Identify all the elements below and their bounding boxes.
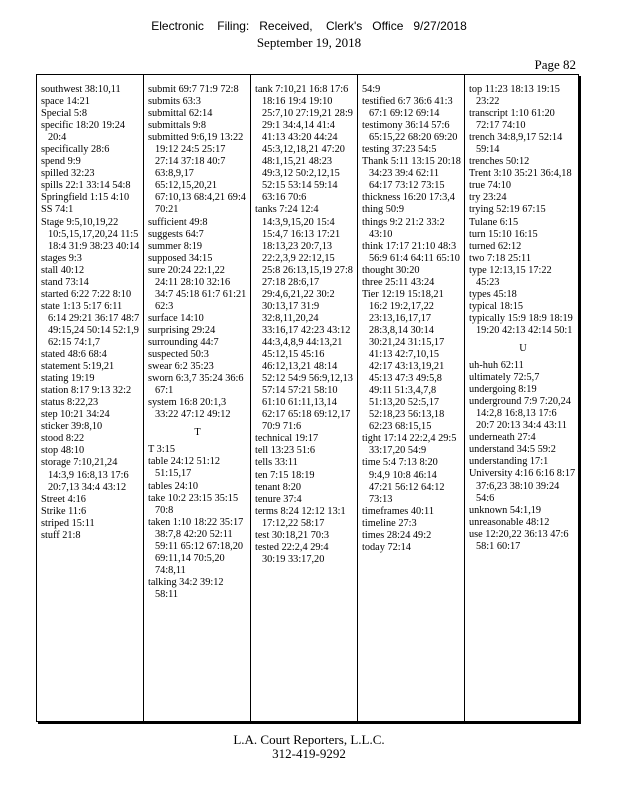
index-entry: tables 24:10: [148, 480, 199, 492]
index-entry: summer 8:19: [148, 240, 203, 252]
index-entry: University 4:16 6:16 8:17 37:6,23 38:10 39:24 54:6: [469, 468, 576, 504]
section-letter: U: [519, 342, 527, 354]
index-entry: ten 7:15 18:19: [255, 469, 315, 481]
index-entry: timeline 27:3: [362, 517, 417, 529]
index-entry: tenant 8:20: [255, 481, 302, 493]
index-entry: stages 9:3: [41, 252, 82, 264]
index-entry: started 6:22 7:22 8:10: [41, 288, 132, 300]
index-entry: testified 6:7 36:6 41:3 67:1 69:12 69:14: [362, 96, 453, 120]
index-entry: ultimately 72:5,7: [469, 372, 540, 384]
section-letter: T: [194, 427, 201, 439]
index-entry: undergoing 8:19: [469, 384, 537, 396]
index-entry: tells 33:11: [255, 457, 298, 469]
index-entry: three 25:11 43:24: [362, 276, 435, 288]
index-entry: tested 22:2,4 29:4 30:19 33:17,20: [255, 541, 329, 565]
index-column-1: [37, 75, 144, 721]
index-entry: thickness 16:20 17:3,4: [362, 192, 455, 204]
index-column-5: [465, 75, 579, 721]
index-entry: submit 69:7 71:9 72:8: [148, 84, 239, 95]
index-entry: specific 18:20 19:24 20:4: [41, 120, 126, 144]
index-entry: suggests 64:7: [148, 228, 204, 240]
index-entry: times 28:24 49:2: [362, 529, 432, 541]
index-entry: stop 48:10: [41, 445, 85, 457]
index-entry: timeframes 40:11: [362, 505, 434, 517]
index-column-3: [251, 75, 358, 721]
index-entry: try 23:24: [469, 192, 507, 204]
index-entry: SS 74:1: [41, 204, 74, 216]
filing-date: September 19, 2018: [256, 35, 362, 50]
index-entry: Strike 11:6: [41, 505, 87, 517]
index-entry: Tulane 6:15: [469, 216, 519, 228]
index-entry: types 45:18: [469, 288, 517, 300]
index-entry: true 74:10: [469, 180, 512, 192]
index-entry: testimony 36:14 57:6 65:15,22 68:20 69:20: [362, 120, 458, 144]
index-entry: terms 8:24 12:12 13:1 17:12,22 58:17: [255, 505, 346, 529]
index-entry: thought 30:20: [362, 264, 420, 276]
index-entry: status 8:22,23: [41, 397, 99, 409]
index-entry: system 16:8 20:1,3 33:22 47:12 49:12: [148, 397, 231, 421]
index-entry: spend 9:9: [41, 156, 81, 168]
index-entry: transcript 1:10 61:20 72:17 74:10: [469, 108, 555, 132]
index-entry: time 5:4 7:13 8:20 9:4,9 10:8 46:14 47:21 56:12 64:12 73:13: [362, 457, 445, 505]
index-entry: stood 8:22: [41, 433, 85, 445]
index-entry: test 30:18,21 70:3: [255, 529, 330, 541]
index-entry: suspected 50:3: [148, 349, 209, 361]
index-entry: sworn 6:3,7 35:24 36:6 67:1: [148, 373, 244, 397]
index-entry: typically 15:9 18:9 18:19 19:20 42:13 42:14 50:1: [469, 312, 573, 336]
index-entry: type 12:13,15 17:22 45:23: [469, 264, 552, 288]
page-number: Page 82: [534, 57, 576, 72]
index-entry: understand 34:5 59:2: [469, 444, 556, 456]
index-entry: table 24:12 51:12 51:15,17: [148, 456, 221, 480]
index-entry: use 12:20,22 36:13 47:6 58:1 60:17: [469, 528, 569, 552]
index-entry: thing 50:9: [362, 204, 405, 216]
filing-stamp: Electronic Filing: Received, Clerk's Office 9/27/2018: [151, 19, 467, 33]
index-entry: turned 62:12: [469, 240, 522, 252]
index-entry: tank 7:10,21 16:8 17:6 18:16 19:4 19:10 25:7,10 27:19,21 28:9 29:1 34:4,14 41:4 41:13 43:20 44:24 45:3,12,18,21 47:20 48:1,15,21 48:23 49:3,12 50:2,12,15 52:15 53:14 59:14 63:16 70:6: [255, 84, 353, 204]
index-entry: space 14:21: [41, 96, 90, 108]
index-entry: trying 52:19 67:15: [469, 204, 546, 216]
index-entry: typical 18:15: [469, 300, 524, 312]
index-entry: Stage 9:5,10,19,22 10:5,15,17,20,24 11:5 18:4 31:9 38:23 40:14: [41, 216, 140, 252]
reporter-phone: 312-419-9292: [272, 746, 346, 761]
index-entry: Special 5:8: [41, 108, 88, 120]
index-entry: taken 1:10 18:22 35:17 38:7,8 42:20 52:11 59:11 65:12 67:18,20 69:11,14 70:5,20 74:8,11: [148, 516, 244, 576]
index-column-4: [358, 75, 465, 721]
index-entry: today 72:14: [362, 541, 411, 553]
index-entry: trenches 50:12: [469, 156, 530, 168]
index-entry: southwest 38:10,11: [41, 84, 121, 95]
index-entry: stall 40:12: [41, 264, 85, 276]
index-entry: stated 48:6 68:4: [41, 349, 107, 361]
index-entry: Tier 12:19 15:18,21 16:2 19:2,17,22 23:13,16,17,17 28:3,8,14 30:14 30:21,24 31:15,17 41:13 42:7,10,15 42:17 43:13,19,21 45:13 47:3 49:5,8 49:11 51:3,4,7,8 51:13,20 52:5,17 52:18,23 56:13,18 62:23 68:15,15: [362, 288, 445, 433]
index-entry: tell 13:23 51:6: [255, 445, 316, 457]
index-entry: submitted 9:6,19 13:22 19:12 24:5 25:17 27:14 37:18 40:7 63:8,9,17 65:12,15,20,21 67:10,13 68:4,21 69:4 70:21: [148, 132, 246, 216]
index-entry: two 7:18 25:11: [469, 252, 531, 264]
index-entry: supposed 34:15: [148, 252, 213, 264]
index-entry: stating 19:19: [41, 373, 95, 385]
index-entry: storage 7:10,21,24 14:3,9 16:8,13 17:6 20:7,13 34:4 43:12: [41, 457, 129, 493]
index-entry: sufficient 49:8: [148, 216, 208, 228]
index-entry: Trent 3:10 35:21 36:4,18: [469, 168, 572, 180]
index-entry: unknown 54:1,19: [469, 504, 542, 516]
index-entry: sure 20:24 22:1,22 24:11 28:10 32:16 34:7 45:18 61:7 61:21 62:3: [148, 264, 247, 312]
index-entry: striped 15:11: [41, 517, 95, 529]
index-entry: Thank 5:11 13:15 20:18 34:23 39:4 62:11 64:17 73:12 73:15: [362, 156, 461, 192]
index-entry: underneath 27:4: [469, 432, 536, 444]
index-entry: surprising 29:24: [148, 324, 216, 336]
index-entry: submittal 62:14: [148, 108, 213, 120]
index-entry: step 10:21 34:24: [41, 409, 110, 421]
index-entry: stuff 21:8: [41, 529, 81, 541]
index-entry: surrounding 44:7: [148, 336, 219, 348]
index-entry: tenure 37:4: [255, 493, 302, 505]
index-column-2: [144, 75, 251, 721]
index-entry: submits 63:3: [148, 96, 201, 108]
index-entry: Street 4:16: [41, 493, 86, 505]
index-entry: spilled 32:23: [41, 168, 95, 180]
index-entry: things 9:2 21:2 33:2 43:10: [362, 216, 445, 240]
index-entry: top 11:23 18:13 19:15 23:22: [469, 84, 560, 108]
reporter-company: L.A. Court Reporters, L.L.C.: [233, 732, 385, 747]
index-entry: talking 34:2 39:12 58:11: [148, 576, 224, 600]
index-entry: sticker 39:8,10: [41, 421, 103, 433]
index-entry: specifically 28:6: [41, 144, 110, 156]
index-entry: technical 19:17: [255, 433, 319, 445]
index-entry: surface 14:10: [148, 312, 204, 324]
index-entry: state 1:13 5:17 6:11 6:14 29:21 36:17 48:7 49:15,24 50:14 52:1,9 62:15 74:1,7: [41, 300, 140, 348]
index-entry: uh-huh 62:11: [469, 360, 524, 372]
index-entry: Springfield 1:15 4:10: [41, 192, 130, 204]
index-table: [36, 74, 579, 722]
index-entry: stand 73:14: [41, 276, 89, 288]
index-entry: T 3:15: [148, 444, 175, 456]
index-entry: swear 6:2 35:23: [148, 361, 214, 373]
index-entry: turn 15:10 16:15: [469, 228, 538, 240]
index-entry: spills 22:1 33:14 54:8: [41, 180, 131, 192]
index-entry: think 17:17 21:10 48:3 56:9 61:4 64:11 65:10: [362, 240, 460, 264]
index-entry: submittals 9:8: [148, 120, 207, 132]
index-entry: take 10:2 23:15 35:15 70:8: [148, 492, 239, 516]
page-footer: [0, 733, 618, 761]
index-entry: testing 37:23 54:5: [362, 144, 437, 156]
index-entry: tanks 7:24 12:4 14:3,9,15,20 15:4 15:4,7 16:13 17:21 18:13,23 20:7,13 22:2,3,9 22:12,15 25:8 26:13,15,19 27:8 27:18 28:6,17 29:4,6,21,22 30:2 30:13,17 31:9 32:8,11,20,24 33:16,17 42:23 43:12 44:3,4,8,9 44:13,21 45:12,15 45:16 46:12,13,21 48:14 52:12 54:9 56:9,12,13 57:14 57:21 58:10 61:10 61:11,13,14 62:17 65:18 69:12,17 70:9 71:6: [255, 204, 353, 433]
index-entry: station 8:17 9:13 32:2: [41, 385, 132, 397]
index-entry: tight 17:14 22:2,4 29:5 33:17,20 54:9: [362, 433, 457, 457]
index-entry: 54:9: [362, 84, 381, 95]
index-entry: underground 7:9 7:20,24 14:2,8 16:8,13 17:6 20:7 20:13 34:4 43:11: [469, 396, 571, 432]
index-entry: trench 34:8,9,17 52:14 59:14: [469, 132, 563, 156]
index-entry: statement 5:19,21: [41, 361, 115, 373]
index-entry: understanding 17:1: [469, 456, 549, 468]
index-entry: unreasonable 48:12: [469, 516, 550, 528]
